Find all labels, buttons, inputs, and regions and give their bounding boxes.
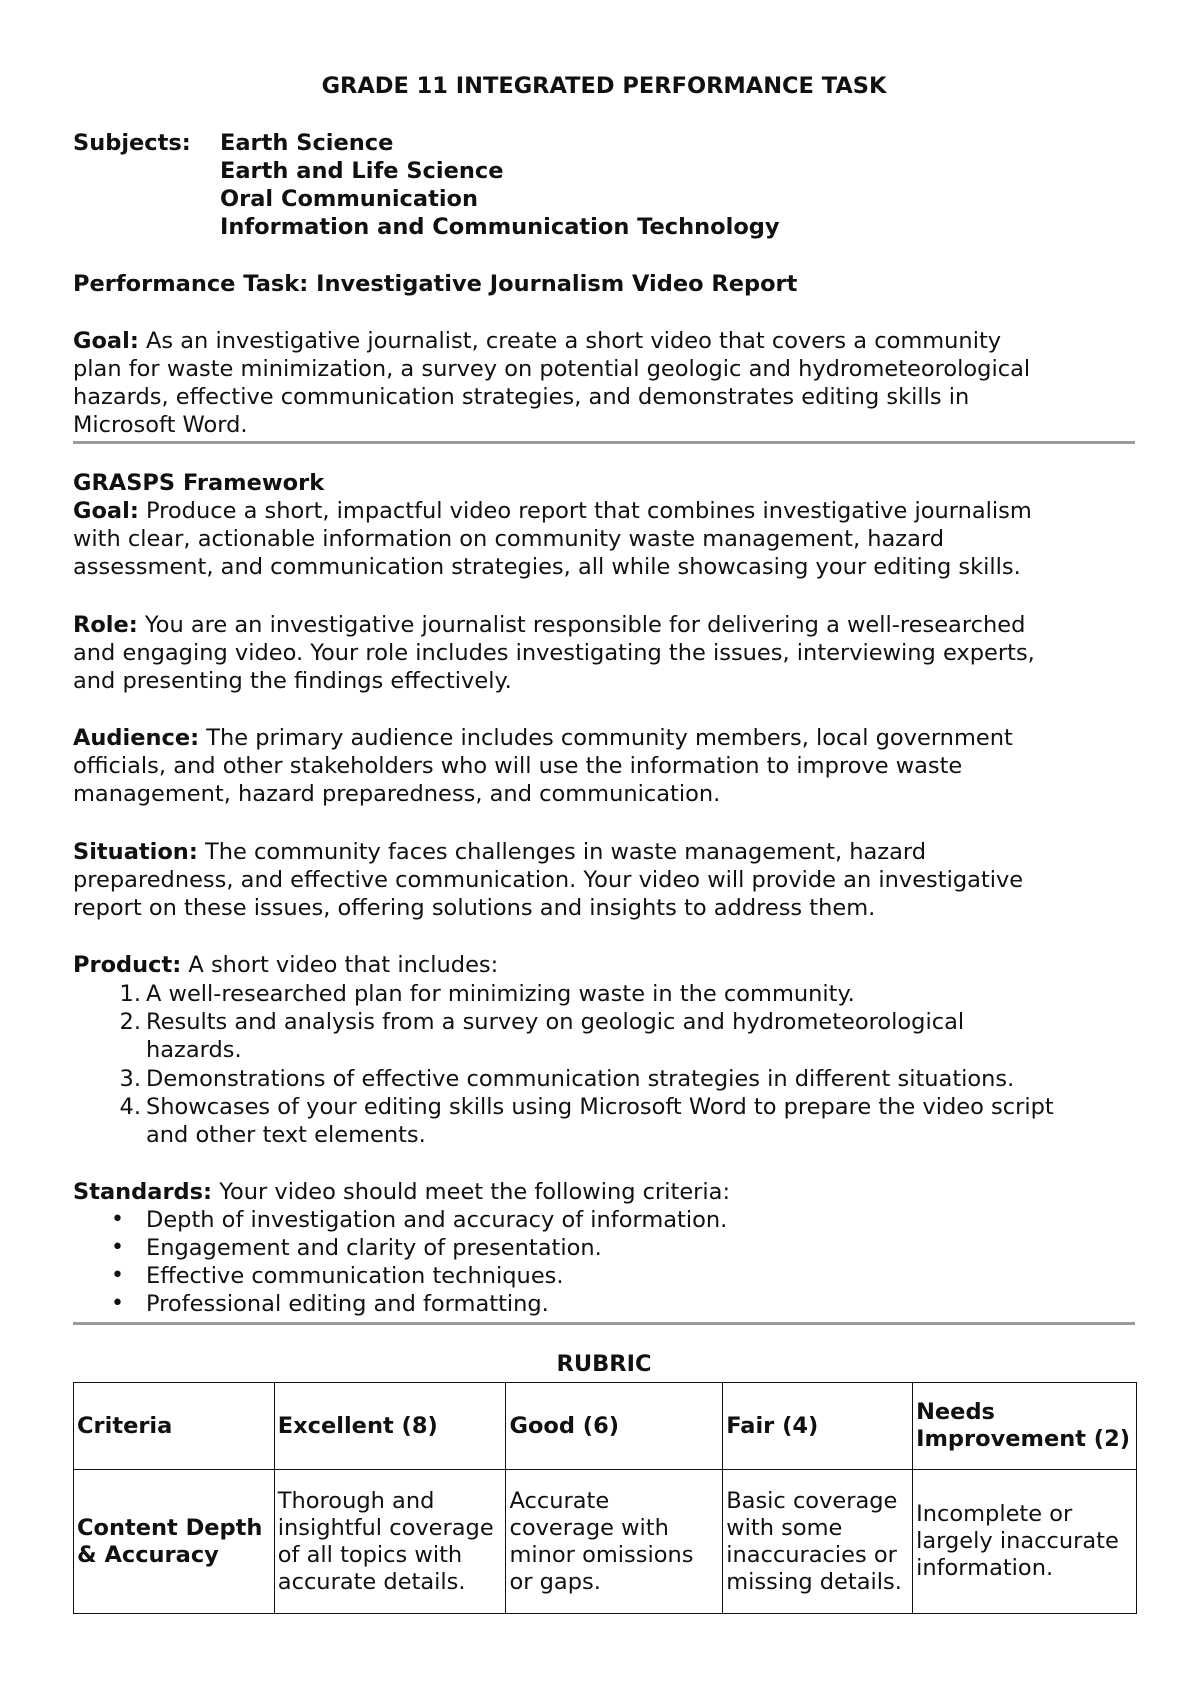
product-list-item-cont: hazards. <box>146 1037 242 1063</box>
audience-line: management, hazard preparedness, and communication. <box>73 781 721 807</box>
subject-item: Earth Science <box>220 130 394 156</box>
rubric-table <box>73 1382 1137 1614</box>
rubric-cell: Accurate coverage with minor omissions or gaps. <box>506 1470 723 1614</box>
goal-intro-line: Microsoft Word. <box>73 412 248 438</box>
goal-label: Goal: <box>73 328 139 354</box>
subject-item: Earth and Life Science <box>220 158 504 184</box>
role-line: and engaging video. Your role includes investigating the issues, interviewing experts, <box>73 640 1035 666</box>
role-line: Role: You are an investigative journalist responsible for delivering a well-researched <box>73 612 1026 638</box>
audience-line: Audience: The primary audience includes community members, local government <box>73 725 1013 751</box>
situation-line: preparedness, and effective communication. Your video will provide an investigative <box>73 867 1024 893</box>
situation-line: Situation: The community faces challenges in waste management, hazard <box>73 839 927 865</box>
bullet-icon: • <box>111 1263 124 1288</box>
goal-intro-line: Goal: As an investigative journalist, create a short video that covers a community <box>73 328 1002 354</box>
rubric-header-cell: Good (6) <box>506 1383 723 1470</box>
performance-task-heading: Performance Task: Investigative Journalism Video Report <box>73 271 798 297</box>
rubric-cell: Incomplete or largely inaccurate information. <box>913 1470 1137 1614</box>
rubric-header-row <box>74 1383 1137 1470</box>
role-label: Role: <box>73 612 138 638</box>
situation-line: report on these issues, offering solutions and insights to address them. <box>73 895 876 921</box>
role-line: and presenting the findings effectively. <box>73 668 512 694</box>
audience-label: Audience: <box>73 725 200 751</box>
bullet-icon: • <box>111 1291 124 1316</box>
product-list-item-cont: and other text elements. <box>146 1122 426 1148</box>
section-divider <box>73 441 1135 444</box>
rubric-cell: Thorough and insightful coverage of all topics with accurate details. <box>274 1470 506 1614</box>
table-row <box>74 1470 1137 1614</box>
subject-item: Information and Communication Technology <box>220 214 780 240</box>
grasps-goal-label: Goal: <box>73 498 139 524</box>
bullet-icon: • <box>111 1207 124 1232</box>
grasps-goal-line: with clear, actionable information on community waste management, hazard <box>73 526 945 552</box>
rubric-heading: RUBRIC <box>556 1351 652 1377</box>
document-title: GRADE 11 INTEGRATED PERFORMANCE TASK <box>321 73 887 99</box>
grasps-goal-line: assessment, and communication strategies, all while showcasing your editing skills. <box>73 554 1021 580</box>
situation-label: Situation: <box>73 839 198 865</box>
rubric-header-cell: Needs Improvement (2) <box>913 1383 1137 1470</box>
standards-line: Standards: Your video should meet the following criteria: <box>73 1179 731 1205</box>
product-label: Product: <box>73 952 182 978</box>
bullet-icon: • <box>111 1235 124 1260</box>
rubric-header-cell: Criteria <box>74 1383 275 1470</box>
subject-item: Oral Communication <box>220 186 479 212</box>
grasps-goal-line: Goal: Produce a short, impactful video report that combines investigative journalism <box>73 498 1032 524</box>
rubric-header-cell: Fair (4) <box>723 1383 913 1470</box>
audience-line: officials, and other stakeholders who will use the information to improve waste <box>73 753 963 779</box>
subjects-label: Subjects: <box>73 130 191 156</box>
grasps-heading: GRASPS Framework <box>73 470 325 496</box>
rubric-criteria-cell: Content Depth & Accuracy <box>74 1470 275 1614</box>
goal-intro-line: hazards, effective communication strategies, and demonstrates editing skills in <box>73 384 970 410</box>
product-line: Product: A short video that includes: <box>73 952 499 978</box>
goal-intro-line: plan for waste minimization, a survey on potential geologic and hydrometeorological <box>73 356 1031 382</box>
section-divider <box>73 1322 1135 1325</box>
rubric-cell: Basic coverage with some inaccuracies or missing details. <box>723 1470 913 1614</box>
rubric-header-cell: Excellent (8) <box>274 1383 506 1470</box>
standards-label: Standards: <box>73 1179 213 1205</box>
